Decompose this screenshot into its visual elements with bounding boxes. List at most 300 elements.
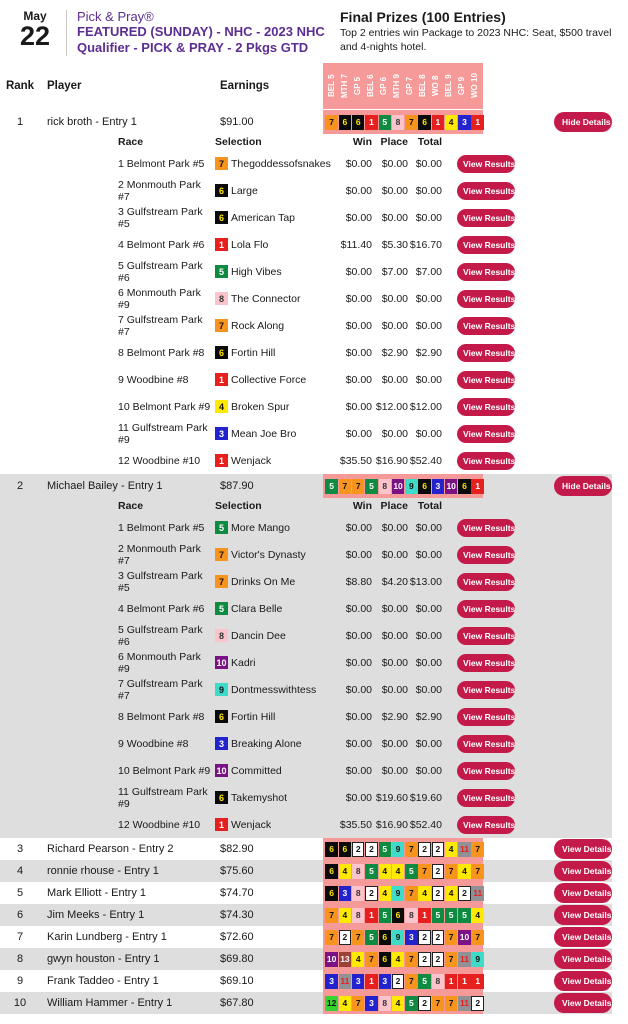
view-details-button[interactable]: View Details	[554, 927, 612, 947]
horse-name: Dontmesswithtess	[231, 683, 317, 696]
saddle-cloth-chip: 3	[215, 737, 228, 750]
view-results-button[interactable]: View Results	[457, 425, 515, 443]
race-header-label: BEL 9	[444, 74, 453, 98]
pick-chip: 4	[339, 908, 352, 923]
race-detail-row	[0, 541, 612, 568]
entry-block	[0, 948, 612, 970]
saddle-cloth-chip: 8	[215, 292, 228, 305]
saddle-cloth-chip: 10	[216, 765, 227, 776]
pick-chip: 13	[339, 952, 352, 967]
entry-rank: 5	[16, 887, 24, 899]
race-name: 1 Belmont Park #5	[118, 157, 205, 170]
pick-chip: 7	[445, 864, 458, 879]
race-name: 7 Gulfstream Park #7	[118, 313, 203, 338]
pick-chip: 2	[418, 842, 431, 857]
horse-name: Kadri	[231, 656, 256, 669]
race-name: 9 Woodbine #8	[118, 737, 189, 750]
win-amount: $0.00	[345, 319, 372, 332]
view-results-button[interactable]: View Results	[457, 317, 515, 335]
entry-rank: 7	[16, 931, 24, 943]
place-amount: $0.00	[381, 629, 408, 642]
pick-chip: 4	[445, 886, 458, 901]
saddle-cloth-chip: 4	[215, 400, 228, 413]
pick-chip: 7	[432, 996, 445, 1011]
entry-rank: 9	[16, 975, 24, 987]
saddle-cloth-chip: 7	[215, 575, 228, 588]
detail-win-header: Win	[352, 500, 372, 512]
race-header-label: MTH 9	[392, 74, 401, 98]
pick-chip: 2	[432, 842, 445, 857]
race-selection	[215, 157, 337, 170]
pick-chip: 3	[339, 886, 352, 901]
saddle-cloth-chip: 6	[215, 184, 228, 197]
horse-name: Drinks On Me	[231, 575, 296, 588]
race-detail-row	[0, 757, 612, 784]
entry-earnings: $72.60	[220, 931, 254, 943]
race-selection	[215, 575, 337, 588]
race-name: 8 Belmont Park #8	[118, 346, 205, 359]
saddle-cloth-chip: 5	[215, 521, 228, 534]
entry-picks-strip	[323, 926, 483, 948]
pick-chip: 5	[405, 864, 418, 879]
entry-rank: 8	[16, 953, 24, 965]
race-name: 11 Gulfstream Park #9	[118, 785, 208, 810]
entry-rank: 6	[16, 909, 24, 921]
entry-picks-strip	[323, 904, 483, 926]
saddle-cloth-chip: 1	[215, 818, 228, 831]
race-selection	[215, 292, 337, 305]
race-selection	[215, 184, 337, 197]
entry-block	[0, 838, 612, 860]
detail-total-header: Total	[417, 500, 442, 512]
race-name: 3 Gulfstream Park #5	[118, 205, 203, 230]
entry-block	[0, 926, 612, 948]
race-detail-row	[0, 622, 612, 649]
place-amount: $2.90	[381, 710, 408, 723]
pick-chip: 7	[471, 930, 484, 945]
race-detail-row	[0, 420, 612, 447]
pick-chip: 5	[379, 842, 392, 857]
entry-picks-strip	[323, 970, 483, 992]
pick-chip: 2	[418, 930, 431, 945]
race-detail-row	[0, 514, 612, 541]
pick-chip: 8	[432, 974, 445, 989]
entry-rank: 4	[16, 865, 24, 877]
win-amount: $35.50	[339, 454, 372, 467]
horse-name: Fortin Hill	[231, 346, 276, 359]
place-amount: $0.00	[381, 373, 408, 386]
race-name: 11 Gulfstream Park #9	[118, 421, 208, 446]
entry-picks-strip	[323, 882, 483, 904]
entry-row	[0, 110, 612, 134]
pick-chip: 7	[445, 996, 458, 1011]
detail-race-header: Race	[118, 136, 144, 148]
place-amount: $0.00	[381, 292, 408, 305]
pick-chip: 11	[471, 886, 484, 901]
pick-chip: 11	[339, 974, 352, 989]
view-results-button[interactable]: View Results	[457, 546, 515, 564]
place-amount: $0.00	[381, 521, 408, 534]
entry-row	[0, 838, 612, 860]
race-header-label: WO 10	[470, 73, 479, 99]
view-results-button[interactable]: View Results	[457, 519, 515, 537]
race-detail-row	[0, 204, 612, 231]
race-selection	[215, 737, 337, 750]
horse-name: Lola Flo	[231, 238, 269, 251]
entry-block	[0, 992, 612, 1014]
entry-player-name: ronnie rhouse - Entry 1	[47, 865, 159, 877]
hide-details-button[interactable]: Hide Details	[554, 476, 612, 496]
pick-chip: 9	[471, 952, 484, 967]
view-results-button[interactable]: View Results	[457, 762, 515, 780]
place-amount: $19.60	[375, 791, 408, 804]
place-amount: $0.00	[381, 764, 408, 777]
view-details-button[interactable]: View Details	[554, 971, 612, 991]
entry-block	[0, 904, 612, 926]
race-detail-row	[0, 258, 612, 285]
entry-row	[0, 860, 612, 882]
pick-chip: 4	[339, 996, 352, 1011]
race-header-label: BEL 6	[366, 74, 375, 98]
race-detail-row	[0, 676, 612, 703]
detail-selection-header: Selection	[215, 500, 262, 512]
entry-row	[0, 992, 612, 1014]
place-amount: $0.00	[381, 683, 408, 696]
horse-name: High Vibes	[231, 265, 282, 278]
race-name: 6 Monmouth Park #9	[118, 286, 201, 311]
pick-chip: 6	[418, 479, 431, 494]
pick-chip: 1	[458, 974, 471, 989]
pick-chip: 2	[432, 886, 445, 901]
saddle-cloth-chip: 8	[215, 629, 228, 642]
pick-chip: 5	[418, 974, 431, 989]
place-amount: $0.00	[381, 656, 408, 669]
horse-name: Collective Force	[231, 373, 307, 386]
view-results-button[interactable]: View Results	[457, 263, 515, 281]
saddle-cloth-chip: 7	[215, 157, 228, 170]
horse-name: Dancin Dee	[231, 629, 286, 642]
view-results-button[interactable]: View Results	[457, 344, 515, 362]
view-results-button[interactable]: View Results	[457, 816, 515, 834]
race-header-label: GP 6	[379, 76, 388, 96]
entry-player-name: Mark Elliott - Entry 1	[47, 887, 147, 899]
pick-chip: 5	[365, 479, 378, 494]
pick-chip: 4	[392, 996, 405, 1011]
view-results-button[interactable]: View Results	[457, 654, 515, 672]
saddle-cloth-chip: 7	[215, 319, 228, 332]
saddle-cloth-chip: 3	[215, 427, 228, 440]
view-results-button[interactable]: View Results	[457, 371, 515, 389]
pick-chip: 4	[392, 864, 405, 879]
race-header-strip	[323, 63, 483, 109]
pick-chip: 1	[365, 908, 378, 923]
pick-chip: 1	[471, 115, 484, 130]
saddle-cloth-chip: 10	[216, 657, 227, 668]
total-amount: $0.00	[415, 737, 442, 750]
race-selection	[215, 791, 337, 804]
race-name: 10 Belmont Park #9	[118, 400, 211, 413]
race-detail-row	[0, 447, 612, 474]
total-amount: $0.00	[415, 656, 442, 669]
view-details-button[interactable]: View Details	[554, 861, 612, 881]
horse-name: Victor's Dynasty	[231, 548, 306, 561]
win-amount: $0.00	[345, 737, 372, 750]
pick-chip: 8	[379, 996, 392, 1011]
place-amount: $16.90	[375, 454, 408, 467]
view-results-button[interactable]: View Results	[457, 155, 515, 173]
saddle-cloth-chip: 5	[215, 265, 228, 278]
pick-chip: 4	[418, 886, 431, 901]
race-detail-row	[0, 393, 612, 420]
race-name: 4 Belmont Park #6	[118, 238, 205, 251]
pick-chip: 8	[405, 908, 418, 923]
pick-chip: 1	[418, 908, 431, 923]
entry-player-name: Karin Lundberg - Entry 1	[47, 931, 167, 943]
pick-chip: 9	[392, 886, 405, 901]
race-name: 6 Monmouth Park #9	[118, 650, 201, 675]
entry-player-name: Jim Meeks - Entry 1	[47, 909, 145, 921]
race-detail-row	[0, 366, 612, 393]
prizes-block	[340, 8, 618, 54]
win-amount: $0.00	[345, 400, 372, 413]
entry-player-name: Michael Bailey - Entry 1	[47, 480, 163, 492]
race-detail-row	[0, 231, 612, 258]
pick-chip: 2	[392, 974, 405, 989]
saddle-cloth-chip: 6	[215, 211, 228, 224]
place-amount: $2.90	[381, 346, 408, 359]
race-selection	[215, 211, 337, 224]
win-amount: $0.00	[345, 184, 372, 197]
place-amount: $5.30	[381, 238, 408, 251]
pick-chip: 7	[352, 996, 365, 1011]
contest-date-day: 22	[19, 21, 51, 51]
race-detail-row	[0, 285, 612, 312]
pick-chip: 5	[445, 908, 458, 923]
pick-chip: 3	[325, 974, 338, 989]
total-amount: $13.00	[409, 575, 442, 588]
pick-chip: 7	[325, 908, 338, 923]
pick-chip: 9	[405, 479, 418, 494]
view-results-button[interactable]: View Results	[457, 452, 515, 470]
pick-chip: 7	[471, 864, 484, 879]
place-amount: $0.00	[381, 211, 408, 224]
view-results-button[interactable]: View Results	[457, 708, 515, 726]
saddle-cloth-chip: 6	[215, 710, 228, 723]
total-amount: $52.40	[409, 818, 442, 831]
pick-chip: 3	[365, 996, 378, 1011]
view-results-button[interactable]: View Results	[457, 290, 515, 308]
race-selection	[215, 265, 337, 278]
entry-earnings: $87.90	[220, 480, 254, 492]
detail-selection-header: Selection	[215, 136, 262, 148]
pick-chip: 3	[352, 974, 365, 989]
hide-details-button[interactable]: Hide Details	[554, 112, 612, 132]
view-details-button[interactable]: View Details	[554, 949, 612, 969]
horse-name: Wenjack	[231, 818, 272, 831]
saddle-cloth-chip: 5	[215, 602, 228, 615]
pick-chip: 4	[471, 908, 484, 923]
horse-name: Thegoddessofsnakes	[231, 157, 331, 170]
horse-name: Rock Along	[231, 319, 285, 332]
pick-chip: 5	[458, 908, 471, 923]
race-name: 7 Gulfstream Park #7	[118, 677, 203, 702]
horse-name: Mean Joe Bro	[231, 427, 297, 440]
race-selection	[215, 710, 337, 723]
pick-chip: 7	[405, 842, 418, 857]
view-results-button[interactable]: View Results	[457, 600, 515, 618]
pick-chip: 2	[418, 996, 431, 1011]
race-name: 8 Belmont Park #8	[118, 710, 205, 723]
saddle-cloth-chip: 9	[215, 683, 228, 696]
view-results-button[interactable]: View Results	[457, 182, 515, 200]
total-amount: $0.00	[415, 157, 442, 170]
race-detail-row	[0, 784, 612, 811]
view-results-button[interactable]: View Results	[457, 735, 515, 753]
win-amount: $0.00	[345, 710, 372, 723]
contest-series-name: Pick & Pray®	[77, 9, 154, 24]
pick-chip: 7	[445, 930, 458, 945]
race-detail-row	[0, 811, 612, 838]
earnings-column-header: Earnings	[220, 80, 270, 92]
total-amount: $0.00	[415, 521, 442, 534]
pick-chip: 4	[445, 115, 458, 130]
race-name: 4 Belmont Park #6	[118, 602, 205, 615]
view-details-button[interactable]: View Details	[554, 905, 612, 925]
leaderboard-header-row	[0, 62, 612, 110]
view-results-button[interactable]: View Results	[457, 627, 515, 645]
pick-chip: 7	[325, 115, 338, 130]
horse-name: Breaking Alone	[231, 737, 302, 750]
entries-list	[0, 110, 612, 1014]
total-amount: $19.60	[409, 791, 442, 804]
race-detail-row	[0, 649, 612, 676]
pick-chip: 6	[339, 842, 352, 857]
entry-picks-strip	[323, 860, 483, 882]
saddle-cloth-chip: 1	[215, 454, 228, 467]
entry-earnings: $69.10	[220, 975, 254, 987]
view-details-button[interactable]: View Details	[554, 993, 612, 1013]
race-detail-row	[0, 703, 612, 730]
horse-name: Committed	[231, 764, 282, 777]
race-selection	[215, 346, 337, 359]
pick-chip: 2	[432, 930, 445, 945]
view-results-button[interactable]: View Results	[457, 573, 515, 591]
saddle-cloth-chip: 1	[215, 373, 228, 386]
pick-chip: 3	[405, 930, 418, 945]
horse-name: The Connector	[231, 292, 301, 305]
pick-chip: 4	[392, 952, 405, 967]
win-amount: $0.00	[345, 548, 372, 561]
pick-chip: 2	[365, 842, 378, 857]
detail-place-header: Place	[380, 500, 408, 512]
race-detail-row	[0, 339, 612, 366]
pick-chip: 3	[379, 974, 392, 989]
win-amount: $0.00	[345, 656, 372, 669]
pick-chip: 7	[325, 930, 338, 945]
pick-chip: 5	[379, 908, 392, 923]
race-selection	[215, 602, 337, 615]
entry-picks-strip	[323, 992, 483, 1014]
pick-chip: 6	[392, 908, 405, 923]
pick-chip: 8	[352, 864, 365, 879]
view-results-button[interactable]: View Results	[457, 236, 515, 254]
entry-player-name: Richard Pearson - Entry 2	[47, 843, 174, 855]
player-column-header: Player	[47, 80, 82, 92]
view-results-button[interactable]: View Results	[457, 789, 515, 807]
view-results-button[interactable]: View Results	[457, 398, 515, 416]
total-amount: $0.00	[415, 427, 442, 440]
pick-chip: 2	[432, 864, 445, 879]
pick-chip: 5	[365, 930, 378, 945]
pick-chip: 2	[365, 886, 378, 901]
place-amount: $12.00	[375, 400, 408, 413]
view-results-button[interactable]: View Results	[457, 209, 515, 227]
win-amount: $0.00	[345, 292, 372, 305]
entry-row	[0, 970, 612, 992]
pick-chip: 9	[392, 842, 405, 857]
race-name: 12 Woodbine #10	[118, 818, 201, 831]
race-selection	[215, 548, 337, 561]
horse-name: American Tap	[231, 211, 296, 224]
entry-row	[0, 926, 612, 948]
race-header-label: GP 7	[405, 76, 414, 96]
total-amount: $0.00	[415, 184, 442, 197]
pick-chip: 11	[458, 996, 471, 1011]
race-header-label: WO 8	[431, 75, 440, 97]
pick-chip: 2	[339, 930, 352, 945]
pick-chip: 6	[352, 115, 365, 130]
pick-chip: 2	[418, 952, 431, 967]
pick-chip: 1	[432, 115, 445, 130]
prizes-title: Final Prizes (100 Entries)	[340, 9, 506, 25]
entry-row	[0, 948, 612, 970]
pick-chip: 6	[325, 842, 338, 857]
pick-chip: 11	[458, 842, 471, 857]
view-details-button[interactable]: View Details	[554, 839, 612, 859]
detail-race-header: Race	[118, 500, 144, 512]
place-amount: $0.00	[381, 737, 408, 750]
pick-chip: 6	[458, 479, 471, 494]
pick-chip: 6	[418, 115, 431, 130]
total-amount: $52.40	[409, 454, 442, 467]
pick-chip: 5	[325, 479, 338, 494]
pick-chip: 8	[352, 886, 365, 901]
entry-rank: 10	[13, 997, 27, 1009]
race-name: 3 Gulfstream Park #5	[118, 569, 203, 594]
saddle-cloth-chip: 7	[215, 548, 228, 561]
prizes-description: Top 2 entries win Package to 2023 NHC: Seat, $500 travel and 4-nights hotel.	[340, 27, 612, 53]
saddle-cloth-chip: 6	[215, 791, 228, 804]
pick-chip: 7	[471, 842, 484, 857]
race-selection	[215, 400, 337, 413]
race-name: 2 Monmouth Park #7	[118, 178, 201, 203]
entry-player-name: William Hammer - Entry 1	[47, 997, 173, 1009]
pick-chip: 10	[392, 479, 405, 494]
pick-chip: 9	[392, 930, 405, 945]
view-details-button[interactable]: View Details	[554, 883, 612, 903]
contest-date	[12, 8, 58, 50]
total-amount: $0.00	[415, 211, 442, 224]
pick-chip: 7	[339, 479, 352, 494]
pick-chip: 1	[471, 479, 484, 494]
pick-chip: 4	[445, 842, 458, 857]
pick-chip: 7	[445, 952, 458, 967]
view-results-button[interactable]: View Results	[457, 681, 515, 699]
total-amount: $12.00	[409, 400, 442, 413]
race-selection	[215, 683, 337, 696]
leaderboard	[0, 62, 628, 1014]
entry-block	[0, 110, 612, 474]
